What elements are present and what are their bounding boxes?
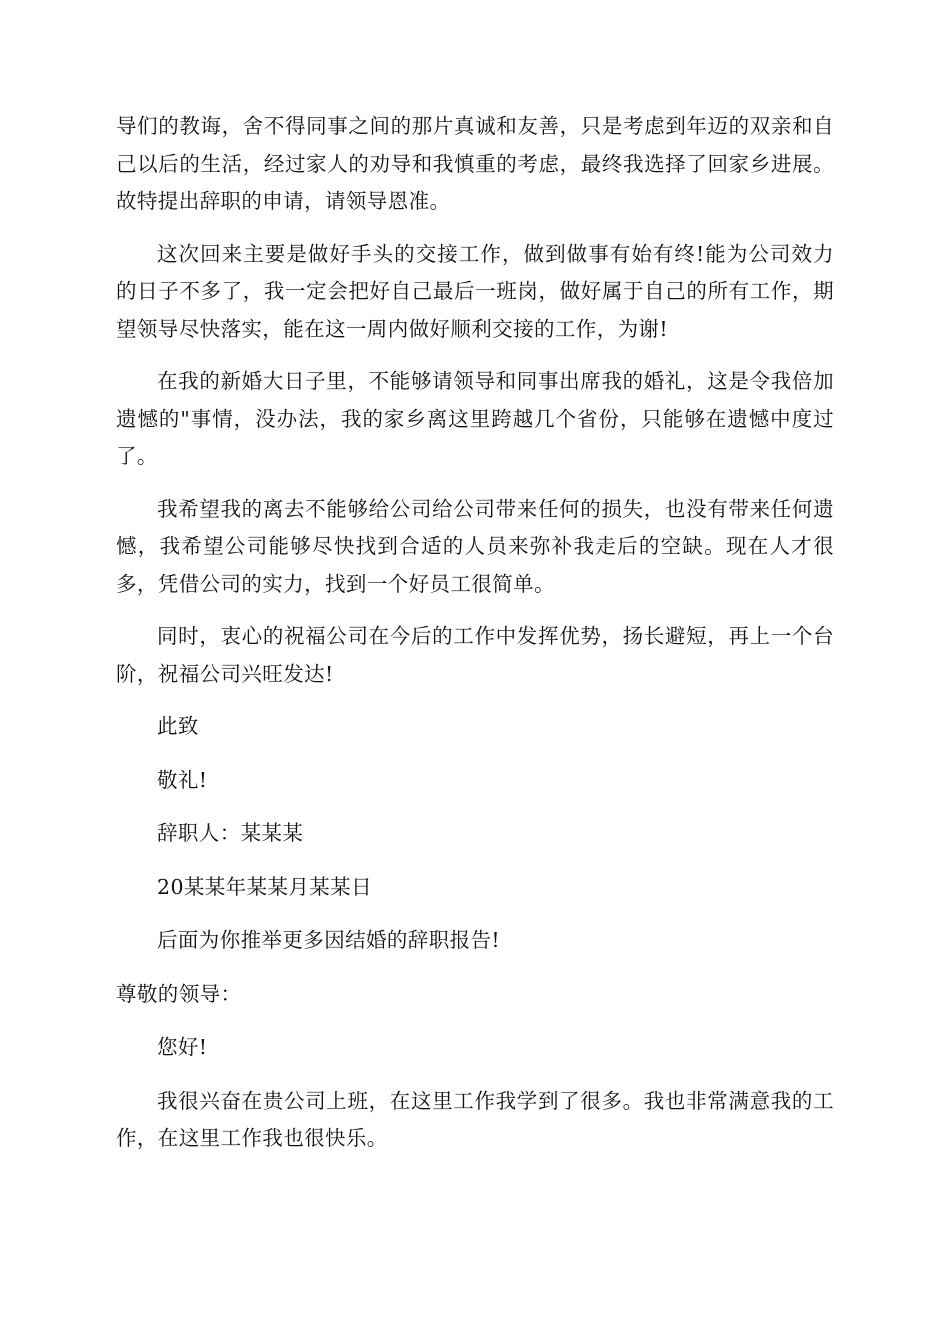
closing-jingli: 敬礼! bbox=[157, 767, 208, 792]
paragraph-wedding: 在我的新婚大日子里，不能够请领导和同事出席我的婚礼，这是令我倍加遗憾的"事情，没办法，我的家乡离这里跨越几个省份，只能够在遗憾中度过了。 bbox=[116, 369, 834, 468]
document-body bbox=[116, 108, 834, 1173]
section-intro: 后面为你推举更多因结婚的辞职报告! bbox=[157, 928, 501, 952]
paragraph-work-happy: 我很兴奋在贵公司上班，在这里工作我学到了很多。我也非常满意我的工作，在这里工作我也很快乐。 bbox=[116, 1088, 834, 1150]
paragraph-wishes: 同时，衷心的祝福公司在今后的工作中发挥优势，扬长避短，再上一个台阶，祝福公司兴旺发达! bbox=[116, 624, 834, 686]
signature-date: 20某某年某某月某某日 bbox=[157, 874, 372, 899]
signature-name: 辞职人：某某某 bbox=[157, 821, 304, 845]
paragraph-departure: 我希望我的离去不能够给公司给公司带来任何的损失，也没有带来任何遗憾，我希望公司能够尽快找到合适的人员来弥补我走后的空缺。现在人才很多，凭借公司的实力，找到一个好员工很简单。 bbox=[116, 496, 834, 596]
greeting: 您好! bbox=[157, 1035, 208, 1059]
closing-cizhi: 此致 bbox=[157, 714, 199, 738]
paragraph-handover: 这次回来主要是做好手头的交接工作，做到做事有始有终!能为公司效力的日子不多了，我一定会把好自己最后一班岗，做好属于自己的所有工作，期望领导尽快落实，能在这一周内做好顺利交接的工作，为谢! bbox=[116, 241, 834, 341]
salutation: 尊敬的领导： bbox=[116, 981, 242, 1006]
paragraph-continuation: 导们的教诲，舍不得同事之间的那片真诚和友善，只是考虑到年迈的双亲和自己以后的生活，经过家人的劝导和我慎重的考虑，最终我选择了回家乡进展。故特提出辞职的申请，请领导恩准。 bbox=[116, 114, 834, 213]
